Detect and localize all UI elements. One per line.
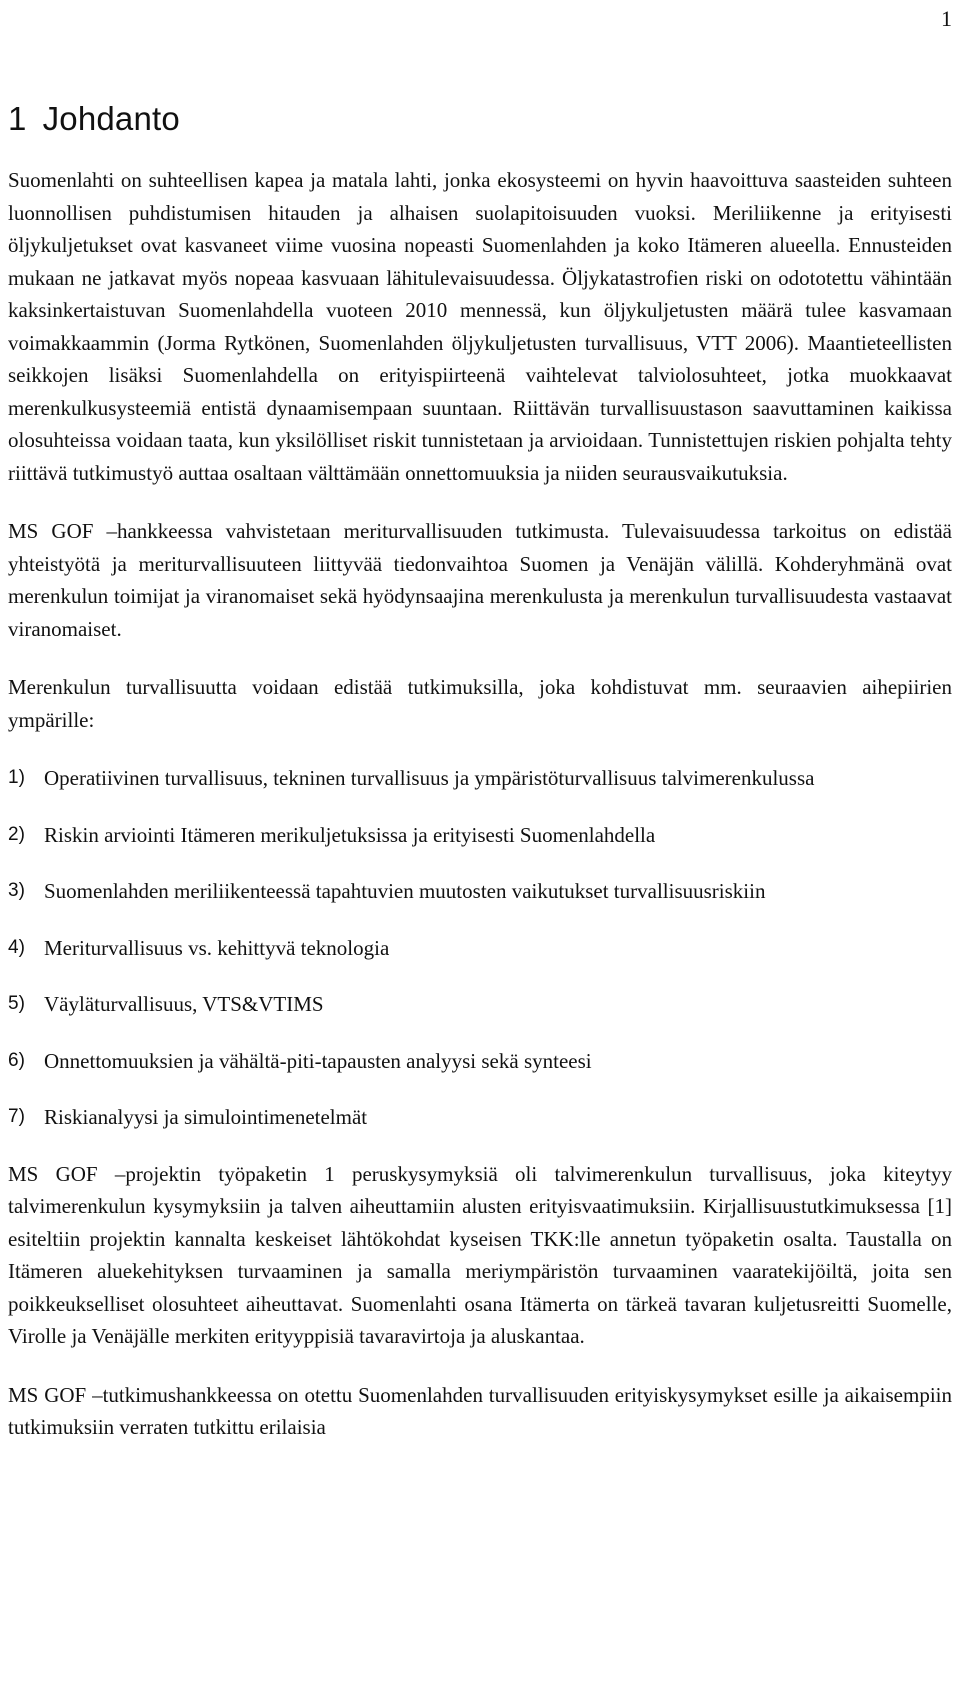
list-item-text: Riskin arviointi Itämeren merikuljetuksissa ja erityisesti Suomenlahdella bbox=[44, 822, 656, 847]
list-item bbox=[8, 1101, 952, 1134]
list-item bbox=[8, 988, 952, 1021]
list-marker: 5) bbox=[8, 993, 25, 1014]
list-item bbox=[8, 932, 952, 965]
list-item-text: Meriturvallisuus vs. kehittyvä teknologia bbox=[44, 935, 390, 960]
list-item-text: Väyläturvallisuus, VTS&VTIMS bbox=[44, 992, 324, 1016]
section-title: Johdanto bbox=[42, 100, 180, 137]
research-topic-list bbox=[8, 762, 952, 1134]
paragraph-intro: Suomenlahti on suhteellisen kapea ja matala lahti, jonka ekosysteemi on hyvin haavoittuva saasteiden suhteen luonnollisen puhdistumisen hitauden ja alhaisen suolapitoisuuden vuoksi. Meriliikenne ja erityisesti öljykuljetukset ovat kasvaneet viime vuosina nopeasti Suomenlahden ja koko Itämeren alueella. Ennusteiden mukaan ne jatkavat myös nopeaa kasvuaan lähitulevaisuudessa. Öljykatastrofien riski on odototettu vähintään kaksinkertaistuvan Suomenlahdella vuoteen 2010 mennessä, kun öljykuljetusten määrä tulee kasvamaan voimakkaammin (Jorma Rytkönen, Suomenlahden öljykuljetusten turvallisuus, VTT 2006). Maantieteellisten seikkojen lisäksi Suomenlahdella on erityispiirteenä vaihtelevat talviolosuhteet, jotka muokkaavat merenkulkusysteemiä entistä dynaamisempaan suuntaan. Riittävän turvallisuustason saavuttaminen kaikissa olosuhteissa voidaan taata, kun yksilölliset riskit tunnistetaan ja arvioidaan. Tunnistettujen riskien pohjalta tehty riittävä tutkimustyö auttaa osaltaan välttämään onnettomuuksia ja niiden seurausvaikutuksia. bbox=[8, 168, 952, 485]
paragraph-ms-gof: MS GOF –hankkeessa vahvistetaan meriturvallisuuden tutkimusta. Tulevaisuudessa tarkoitus on edistää yhteistyötä ja meriturvallisuuteen liittyvää tiedonvaihtoa Suomen ja Venäjän välillä. Kohderyhmänä ovat merenkulun toimijat ja viranomaiset sekä hyödynsaajina merenkulusta ja merenkulun turvallisuudesta vastaavat viranomaiset. bbox=[8, 519, 952, 641]
paragraph-research-project: MS GOF –tutkimushankkeessa on otettu Suomenlahden turvallisuuden erityiskysymykset esille ja aikaisempiin tutkimuksiin verraten tutkittu erilaisia bbox=[8, 1382, 952, 1439]
list-item-text: Suomenlahden meriliikenteessä tapahtuvien muutosten vaikutukset turvallisuusriskiin bbox=[44, 879, 766, 903]
list-item-text: Operatiivinen turvallisuus, tekninen turvallisuus ja ympäristöturvallisuus talvimerenkulussa bbox=[44, 766, 815, 790]
list-marker: 3) bbox=[8, 880, 25, 901]
section-number: 1 bbox=[8, 100, 27, 137]
list-marker: 4) bbox=[8, 936, 25, 958]
paragraph-work-package: MS GOF –projektin työpaketin 1 peruskysymyksiä oli talvimerenkulun turvallisuus, joka kiteytyy talvimerenkulun kysymyksiin ja talven aiheuttamiin alusten erityisvaatimuksiin. Kirjallisuustutkimuksessa [1] esiteltiin projektin kannalta keskeiset lähtökohdat kyseisen TKK:lle annetun työpaketin osalta. Taustalla on Itämeren aluekehityksen turvaaminen ja samalla meriympäristön turvaaminen vaaratekijöiltä, joita sen poikkeukselliset olosuhteet aiheuttavat. Suomenlahti osana Itämerta on tärkeä tavaran kuljetusreitti Suomelle, Virolle ja Venäjälle merkiten erityyppisiä tavaravirtoja ja aluskantaa. bbox=[8, 1161, 952, 1348]
list-marker: 1) bbox=[8, 767, 25, 788]
list-marker: 7) bbox=[8, 1106, 25, 1127]
section-heading bbox=[8, 100, 952, 138]
paragraph-research-topics: Merenkulun turvallisuutta voidaan edistää tutkimuksilla, joka kohdistuvat mm. seuraavien aihepiirien ympärille: bbox=[8, 675, 952, 732]
list-item bbox=[8, 819, 952, 852]
list-item bbox=[8, 1045, 952, 1078]
list-marker: 2) bbox=[8, 823, 25, 845]
document-body bbox=[8, 100, 952, 1470]
list-item bbox=[8, 762, 952, 795]
list-item bbox=[8, 875, 952, 908]
list-item-text: Onnettomuuksien ja vähältä-piti-tapausten analyysi sekä synteesi bbox=[44, 1048, 592, 1073]
page-number: 1 bbox=[941, 6, 952, 31]
list-item-text: Riskianalyysi ja simulointimenetelmät bbox=[44, 1105, 368, 1129]
list-marker: 6) bbox=[8, 1049, 25, 1071]
